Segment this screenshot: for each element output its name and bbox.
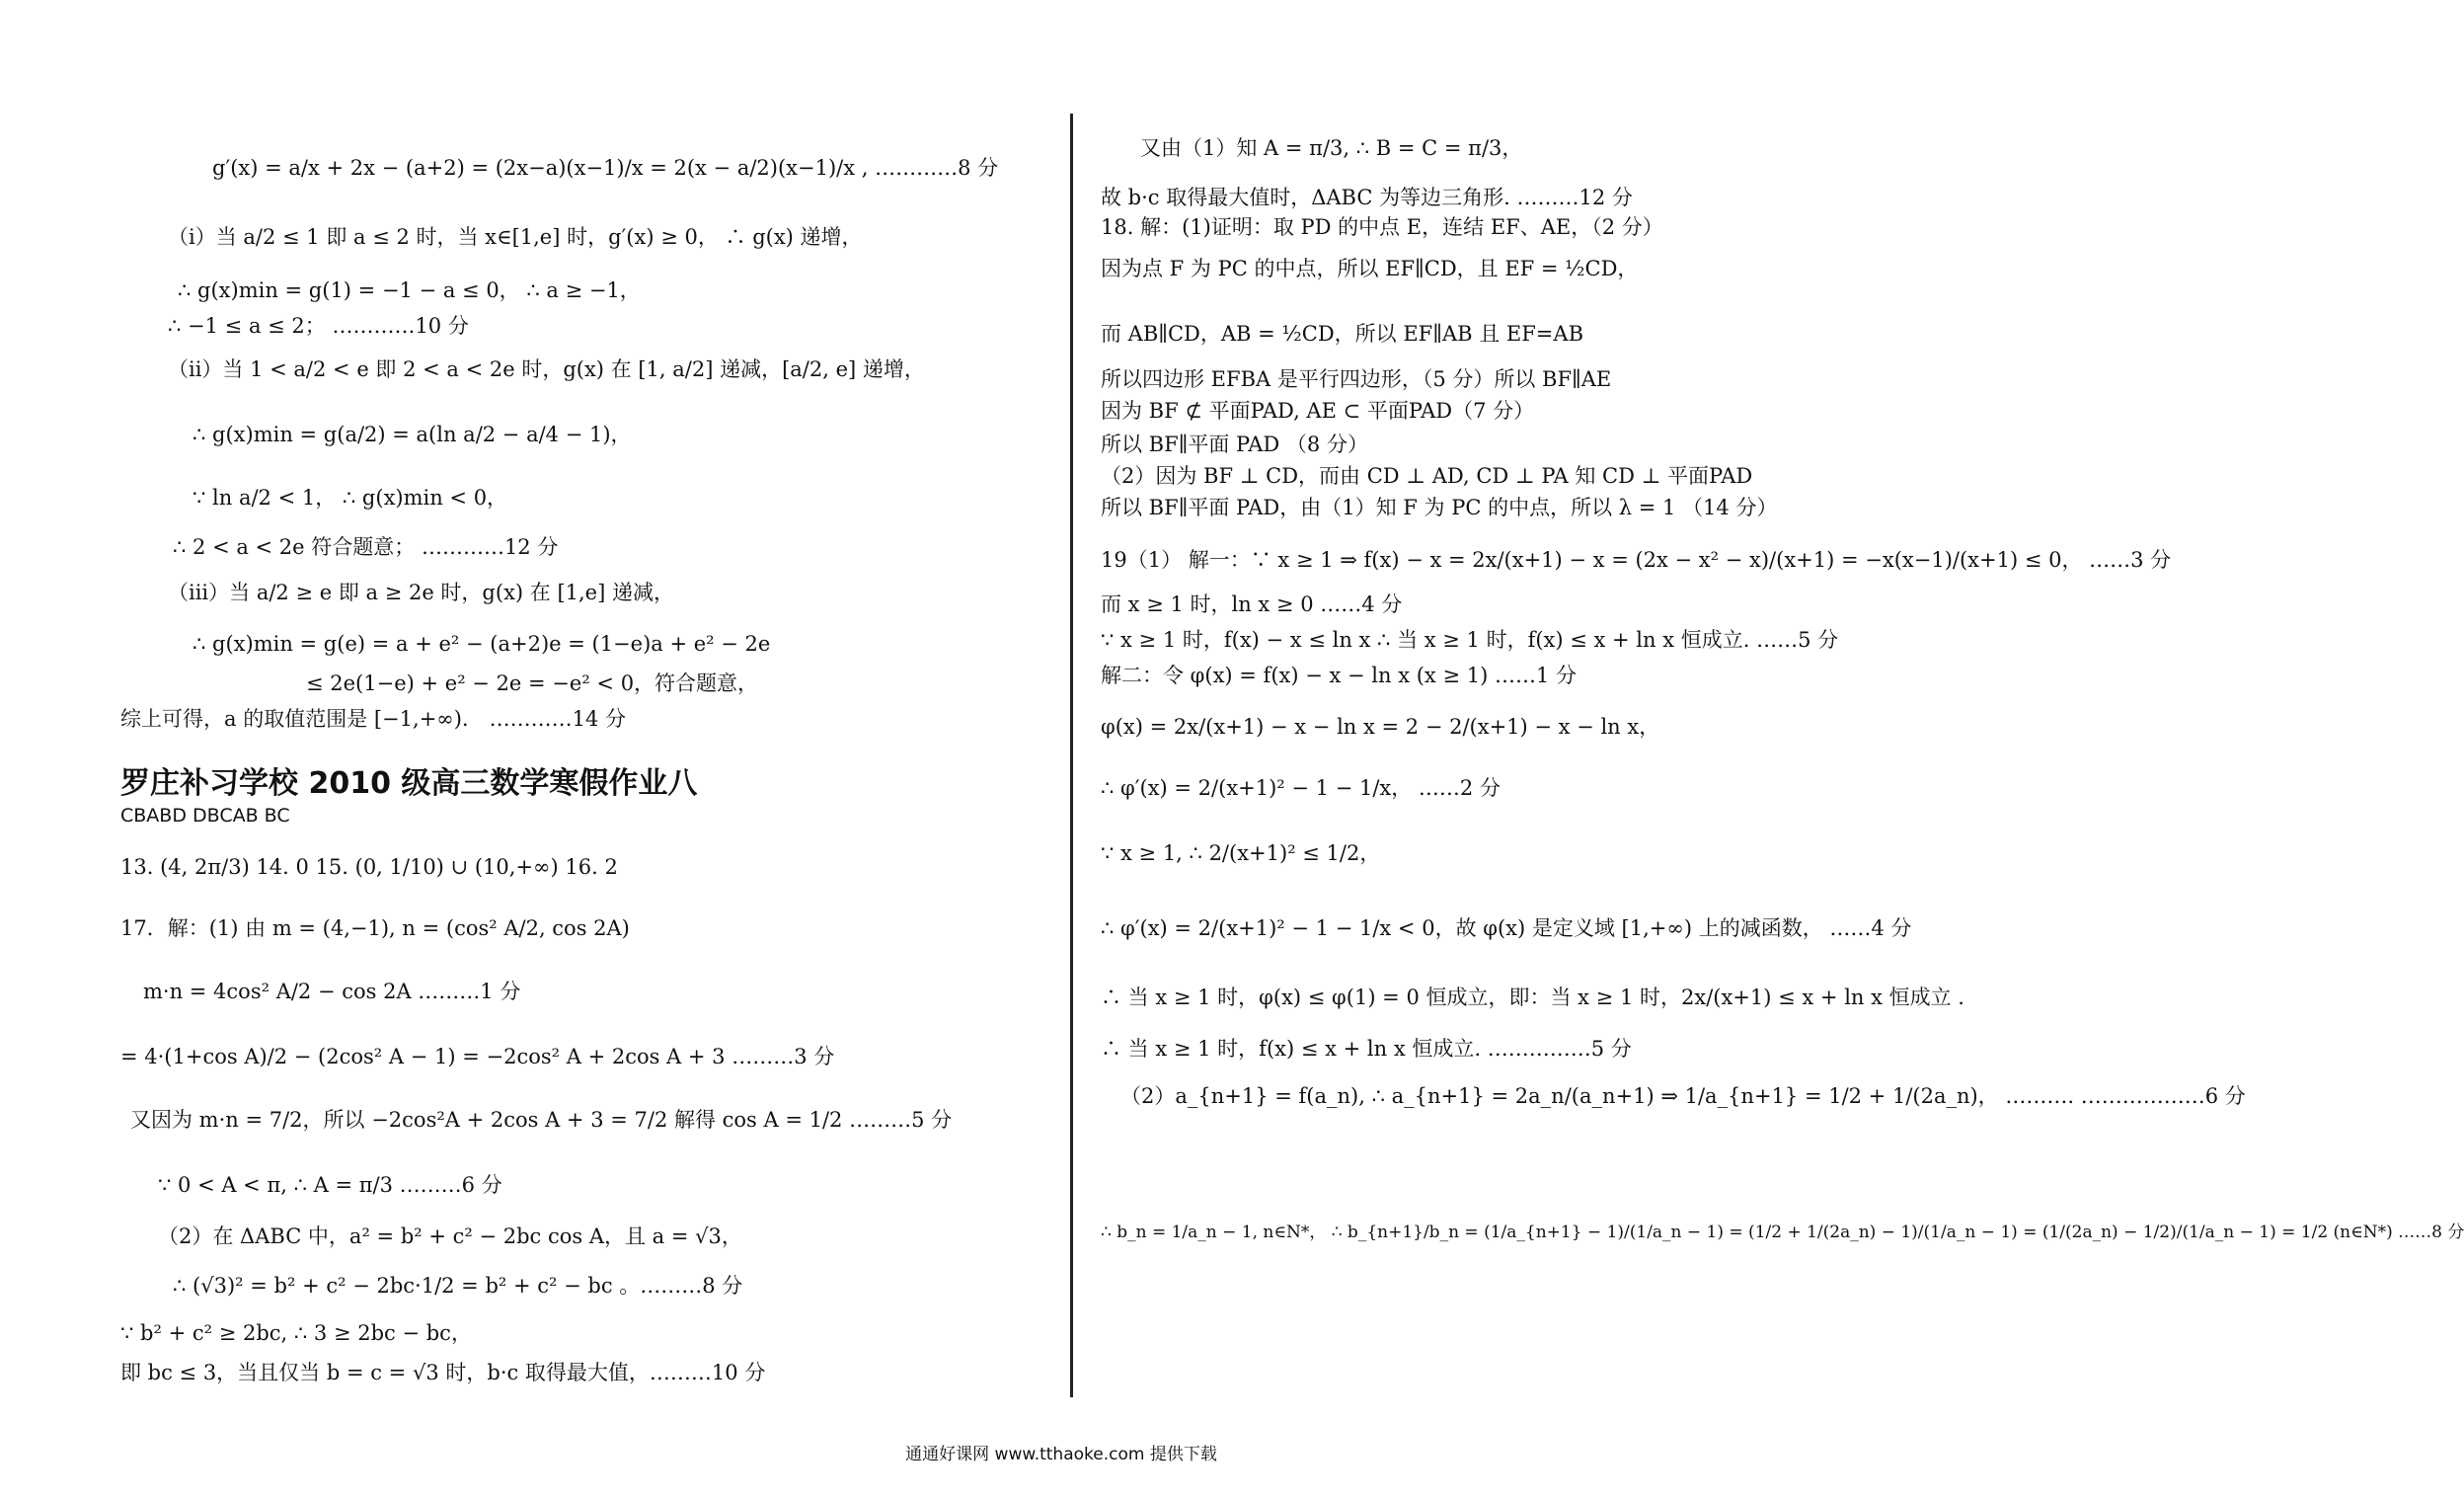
math-line: ∴ b_n = 1/a_n − 1, n∈N*， ∴ b_{n+1}/b_n = (1/a_{n+1} − 1)/(1/a_n − 1) = (1/2 + 1/(2a_n) − 1)/(1/a_n − 1) = (1/(2a_n) − 1/2)/(1/a_n − 1) = 1/2 (n∈N*) ……8 分 <box>1101 1223 2464 1242</box>
math-line: 因为点 F 为 PC 的中点，所以 EF∥CD，且 EF = ½CD， <box>1101 257 1639 280</box>
math-line: 综上可得，a 的取值范围是 [−1,+∞)． …………14 分 <box>120 707 627 731</box>
math-line: m·n = 4cos² A/2 − cos 2A ………1 分 <box>143 980 521 1003</box>
math-line: 又因为 m·n = 7/2，所以 −2cos²A + 2cos A + 3 = 7/2 解得 cos A = 1/2 ………5 分 <box>130 1108 953 1132</box>
math-line: 所以 BF∥平面 PAD （8 分） <box>1101 433 1368 456</box>
math-line: 所以四边形 EFBA 是平行四边形，（5 分）所以 BF∥AE <box>1101 367 1612 391</box>
math-line: 解二：令 φ(x) = f(x) − x − ln x (x ≥ 1) ……1 分 <box>1101 664 1577 687</box>
math-line: ∴ 2 < a < 2e 符合题意； …………12 分 <box>173 535 559 559</box>
math-line: ∴ (√3)² = b² + c² − 2bc·1/2 = b² + c² − bc 。………8 分 <box>173 1274 743 1298</box>
math-line: ∴ 当 x ≥ 1 时，φ(x) ≤ φ(1) = 0 恒成立，即：当 x ≥ 1 时，2x/(x+1) ≤ x + ln x 恒成立 . <box>1101 986 1964 1009</box>
math-line: 即 bc ≤ 3，当且仅当 b = c = √3 时，b·c 取得最大值，………10 分 <box>120 1361 766 1384</box>
footer-credit: 通通好课网 www.tthaoke.com 提供下载 <box>905 1445 1217 1464</box>
math-line: φ(x) = 2x/(x+1) − x − ln x = 2 − 2/(x+1) − x − ln x， <box>1101 715 1660 739</box>
section-heading: 罗庄补习学校 2010 级高三数学寒假作业八 <box>120 766 698 801</box>
math-line: （2）在 ΔABC 中，a² = b² + c² − 2bc cos A，且 a = √3， <box>158 1224 742 1248</box>
math-line: ∴ φ′(x) = 2/(x+1)² − 1 − 1/x， ……2 分 <box>1101 776 1501 800</box>
math-line: ∵ b² + c² ≥ 2bc, ∴ 3 ≥ 2bc − bc， <box>120 1321 472 1345</box>
math-line: 17．解：(1) 由 m = (4,−1), n = (cos² A/2, cos 2A) <box>120 916 630 940</box>
right-column <box>1076 0 2464 1499</box>
math-line: （iii）当 a/2 ≥ e 即 a ≥ 2e 时，g(x) 在 [1,e] 递减， <box>168 581 674 604</box>
math-line: ≤ 2e(1−e) + e² − 2e = −e² < 0，符合题意， <box>306 671 759 695</box>
math-line: ∵ x ≥ 1 时，f(x) − x ≤ ln x ∴ 当 x ≥ 1 时，f(x) ≤ x + ln x 恒成立. ……5 分 <box>1101 628 1839 652</box>
math-line: ∴ g(x)min = g(a/2) = a(ln a/2 − a/4 − 1)， <box>192 423 632 446</box>
math-line: ∵ x ≥ 1, ∴ 2/(x+1)² ≤ 1/2， <box>1101 841 1381 865</box>
column-divider <box>1070 114 1073 1397</box>
math-line: ∴ φ′(x) = 2/(x+1)² − 1 − 1/x < 0，故 φ(x) 是定义域 [1,+∞) 上的减函数， ……4 分 <box>1101 916 1912 940</box>
math-line: 所以 BF∥平面 PAD，由（1）知 F 为 PC 的中点，所以 λ = 1 （14 分） <box>1101 496 1778 519</box>
math-line: g′(x) = a/x + 2x − (a+2) = (2x−a)(x−1)/x = 2(x − a/2)(x−1)/x , …………8 分 <box>212 156 999 180</box>
fill-answers: 13. (4, 2π/3) 14. 0 15. (0, 1/10) ∪ (10,+∞) 16. 2 <box>120 855 618 879</box>
math-line: = 4·(1+cos A)/2 − (2cos² A − 1) = −2cos² A + 2cos A + 3 ………3 分 <box>120 1045 835 1068</box>
math-line: （ii）当 1 < a/2 < e 即 2 < a < 2e 时，g(x) 在 [1, a/2] 递减，[a/2, e] 递增， <box>168 357 925 381</box>
math-line: 19（1） 解一：∵ x ≥ 1 ⇒ f(x) − x = 2x/(x+1) − x = (2x − x² − x)/(x+1) = −x(x−1)/(x+1) ≤ 0， ……3 分 <box>1101 548 2172 572</box>
math-line: （i）当 a/2 ≤ 1 即 a ≤ 2 时，当 x∈[1,e] 时，g′(x) ≥ 0， ∴ g(x) 递增， <box>168 225 863 249</box>
math-line: 因为 BF ⊄ 平面PAD, AE ⊂ 平面PAD（7 分） <box>1101 399 1535 423</box>
choice-answers: CBABD DBCAB BC <box>120 805 290 827</box>
math-line: ∵ 0 < A < π, ∴ A = π/3 ………6 分 <box>158 1173 502 1197</box>
math-line: ∴ −1 ≤ a ≤ 2； …………10 分 <box>168 314 469 338</box>
math-line: 故 b·c 取得最大值时，ΔABC 为等边三角形. ………12 分 <box>1101 186 1633 209</box>
math-line: 又由（1）知 A = π/3, ∴ B = C = π/3， <box>1140 136 1523 160</box>
math-line: ∴ g(x)min = g(e) = a + e² − (a+2)e = (1−e)a + e² − 2e <box>192 632 771 656</box>
math-line: （2）因为 BF ⊥ CD，而由 CD ⊥ AD, CD ⊥ PA 知 CD ⊥ 平面PAD <box>1101 464 1753 488</box>
math-line: （2）a_{n+1} = f(a_n), ∴ a_{n+1} = 2a_n/(a_n+1) ⇒ 1/a_{n+1} = 1/2 + 1/(2a_n)， ………. ………………6 分 <box>1120 1084 2246 1108</box>
math-line: 而 x ≥ 1 时，ln x ≥ 0 ……4 分 <box>1101 592 1403 616</box>
math-line: ∵ ln a/2 < 1， ∴ g(x)min < 0， <box>192 486 508 510</box>
math-line: ∴ g(x)min = g(1) = −1 − a ≤ 0， ∴ a ≥ −1， <box>178 278 641 302</box>
math-line: ∴ 当 x ≥ 1 时，f(x) ≤ x + ln x 恒成立. ……………5 分 <box>1101 1037 1632 1061</box>
math-line: 18. 解：(1)证明：取 PD 的中点 E，连结 EF、AE，（2 分） <box>1101 215 1663 239</box>
left-column <box>0 0 1066 1499</box>
math-line: 而 AB∥CD，AB = ½CD，所以 EF∥AB 且 EF=AB <box>1101 322 1583 346</box>
